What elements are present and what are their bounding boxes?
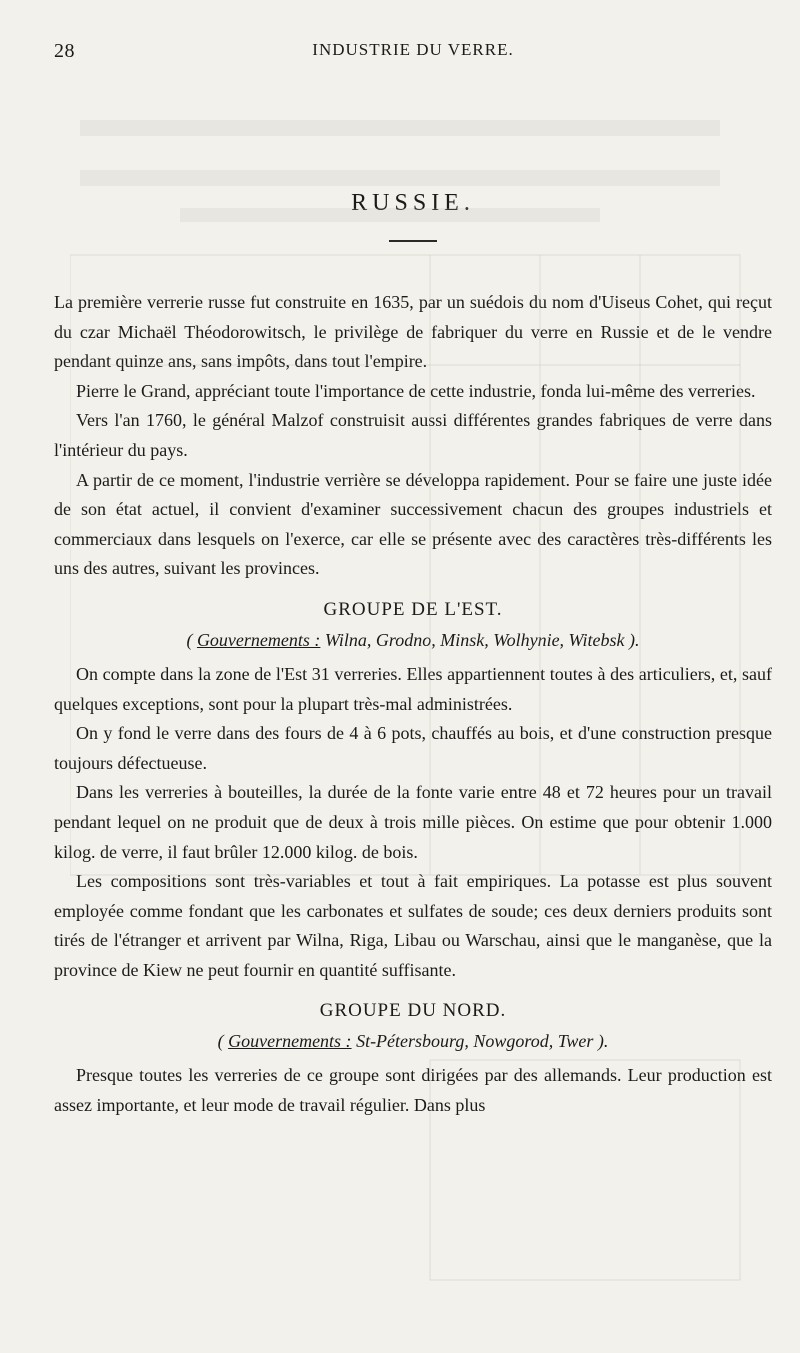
group-north-governments: ( Gouvernements : St-Pétersbourg, Nowgorod, Twer ). bbox=[217, 1031, 609, 1052]
running-head bbox=[54, 38, 772, 68]
group-east-paragraph: Les compositions sont très-variables et tout à fait empiriques. La potasse est plus souvent employée comme fondant que les carbonates et sulfates de soude; ces deux derniers produits sont tirés de l'étranger et arrivent par Wilna, Riga, Libau ou Warschau, ainsi que le manganèse, que la province de Kiew ne peut fournir en quantité suffisante. bbox=[54, 871, 772, 980]
group-east-paragraph: Dans les verreries à bouteilles, la durée de la fonte varie entre 48 et 72 heures pour un travail pendant lequel on ne produit que de deux à trois mille pièces. On estime que pour obtenir 1.000 kilog. de verre, il faut brûler 12.000 kilog. de bois. bbox=[54, 782, 772, 862]
intro-paragraph: La première verrerie russe fut construite en 1635, par un suédois du nom d'Uiseus Cohet, qui reçut du czar Michaël Théodorowitsch, le privilège de fabriquer du verre en Russie et de le vendre pendant quinze ans, sans impôts, dans tout l'empire. bbox=[54, 292, 772, 372]
governments-list: St-Pétersbourg, Nowgorod, Twer bbox=[356, 1031, 594, 1052]
group-north-heading: GROUPE DU NORD. bbox=[319, 1000, 507, 1022]
intro-paragraph: A partir de ce moment, l'industrie verrière se développa rapidement. Pour se faire une juste idée de son état actuel, il convient d'examiner successivement chacun des groupes industriels et commerciaux dans lesquels on l'exerce, car elle se présente avec des caractères très-différents les uns des autres, suivant les provinces. bbox=[54, 469, 772, 579]
governments-label: Gouvernements : bbox=[196, 629, 321, 650]
group-east-paragraph: On compte dans la zone de l'Est 31 verreries. Elles appartiennent toutes à des articuliers, et, sauf quelques exceptions, sont pour la plupart très-mal administrées. bbox=[54, 663, 772, 714]
group-north-paragraph: Presque toutes les verreries de ce groupe sont dirigées par des allemands. Leur production est assez importante, et leur mode de travail régulier. Dans plus bbox=[54, 1065, 772, 1116]
page-number: 28 bbox=[54, 40, 75, 62]
group-east-heading: GROUPE DE L'EST. bbox=[323, 598, 503, 620]
intro-paragraph: Pierre le Grand, appréciant toute l'importance de cette industrie, fonda lui-même des verreries. bbox=[76, 380, 756, 401]
section-title: RUSSIE. bbox=[351, 190, 475, 216]
governments-list: Wilna, Grodno, Minsk, Wolhynie, Witebsk bbox=[324, 629, 625, 650]
governments-label: Gouvernements : bbox=[228, 1031, 352, 1052]
intro-paragraph: Vers l'an 1760, le général Malzof construisit aussi différentes grandes fabriques de verre dans l'intérieur du pays. bbox=[54, 410, 772, 460]
group-east-governments: ( Gouvernements : Wilna, Grodno, Minsk, Wolhynie, Witebsk ). bbox=[186, 629, 640, 650]
body-text bbox=[54, 288, 772, 1121]
running-title: INDUSTRIE DU VERRE. bbox=[312, 40, 514, 59]
group-east-paragraph: On y fond le verre dans des fours de 4 à 6 pots, chauffés au bois, et d'une construction presque toujours défectueuse. bbox=[54, 723, 772, 773]
title-divider bbox=[389, 240, 437, 242]
